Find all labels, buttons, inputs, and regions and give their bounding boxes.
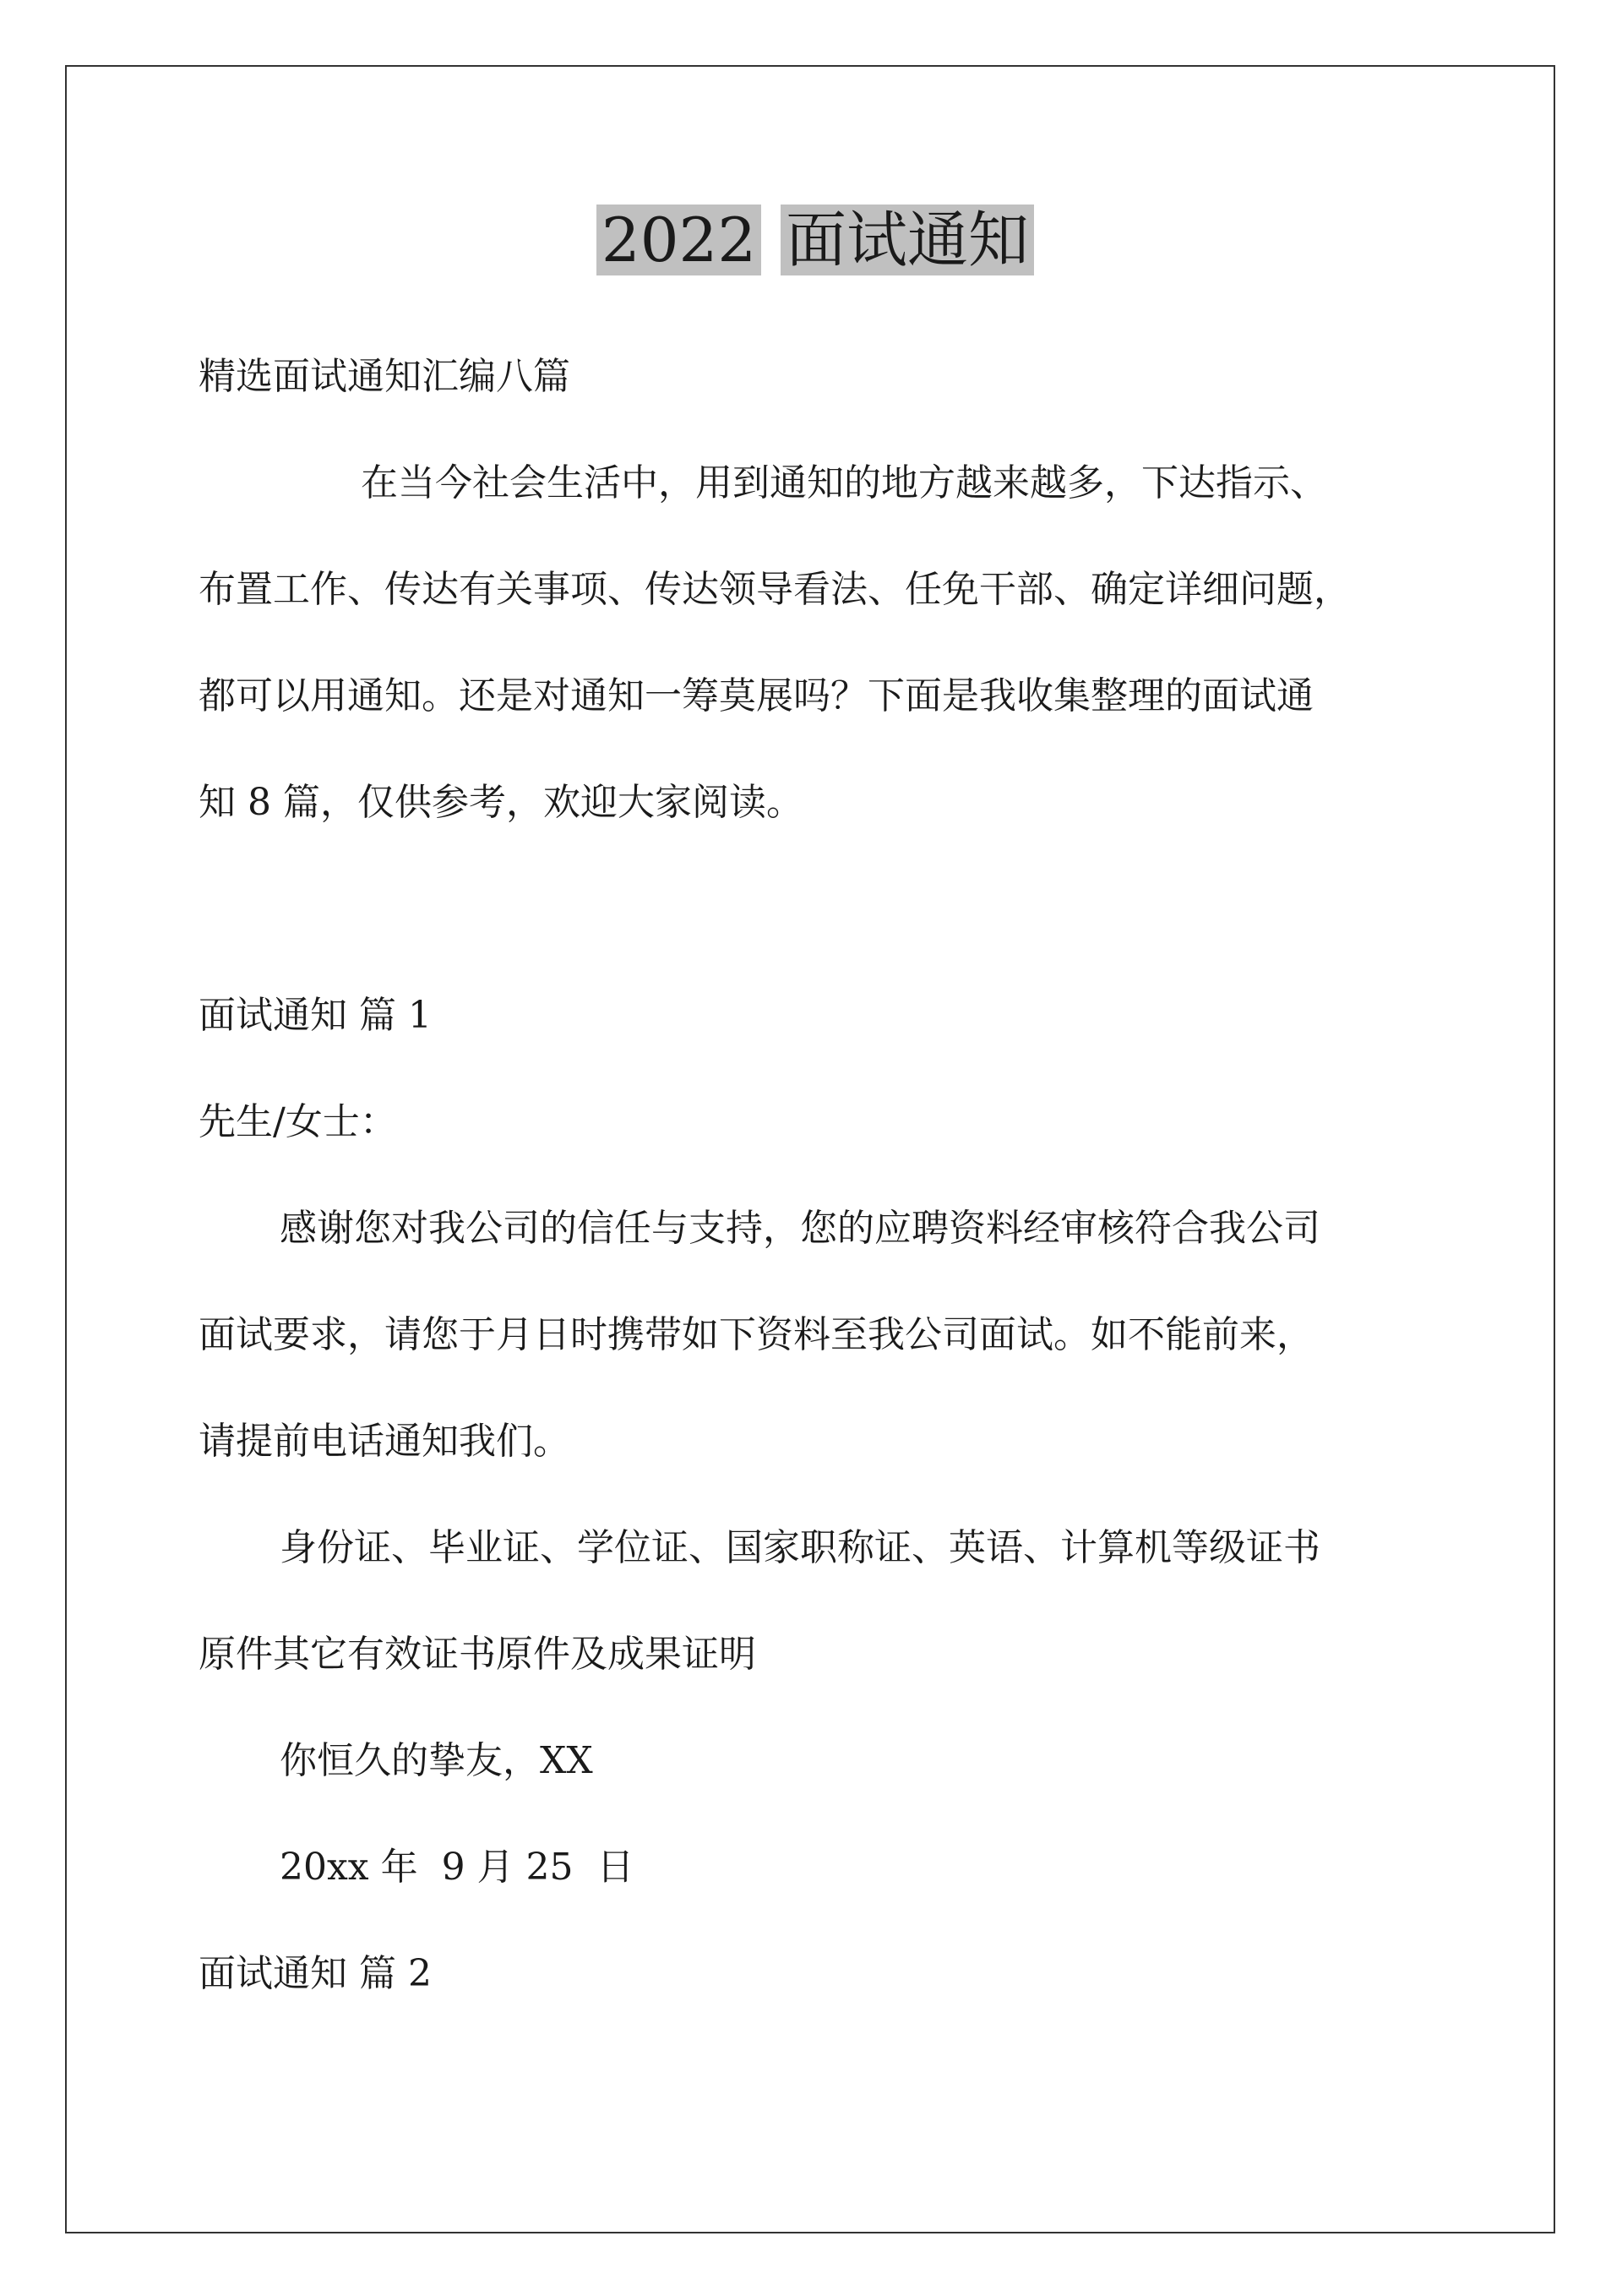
section-heading: 面试通知 篇 1 <box>199 994 432 1037</box>
intro-line: 知 8 篇，仅供参考，欢迎大家阅读。 <box>199 781 803 824</box>
intro-line: 布置工作、传达有关事项、传达领导看法、任免干部、确定详细问题， <box>199 568 1351 611</box>
closing-line: 你恒久的挚友，XX <box>280 1739 593 1782</box>
document-title <box>199 199 1432 281</box>
intro-line: 都可以用通知。还是对通知一筹莫展吗？下面是我收集整理的面试通 <box>199 674 1314 717</box>
paragraph-line: 感谢您对我公司的信任与支持，您的应聘资料经审核符合我公司 <box>280 1207 1320 1250</box>
section-heading: 面试通知 篇 2 <box>199 1952 432 1995</box>
salutation: 先生/女士： <box>199 1100 397 1143</box>
date-line: 20xx 年 9 月 25 日 <box>280 1846 634 1889</box>
document-subtitle: 精选面试通知汇编八篇 <box>199 355 570 398</box>
intro-line: 在当今社会生活中，用到通知的地方越来越多，下达指示、 <box>361 461 1327 504</box>
paragraph-line: 原件其它有效证书原件及成果证明 <box>199 1633 756 1676</box>
paragraph-line: 面试要求，请您于月日时携带如下资料至我公司面试。如不能前来， <box>199 1313 1314 1356</box>
paragraph-line: 请提前电话通知我们。 <box>199 1420 570 1463</box>
paragraph-line: 身份证、毕业证、学位证、国家职称证、英语、计算机等级证书 <box>280 1526 1320 1569</box>
title-year: 2022 <box>596 205 761 275</box>
title-text: 面试通知 <box>781 205 1034 275</box>
